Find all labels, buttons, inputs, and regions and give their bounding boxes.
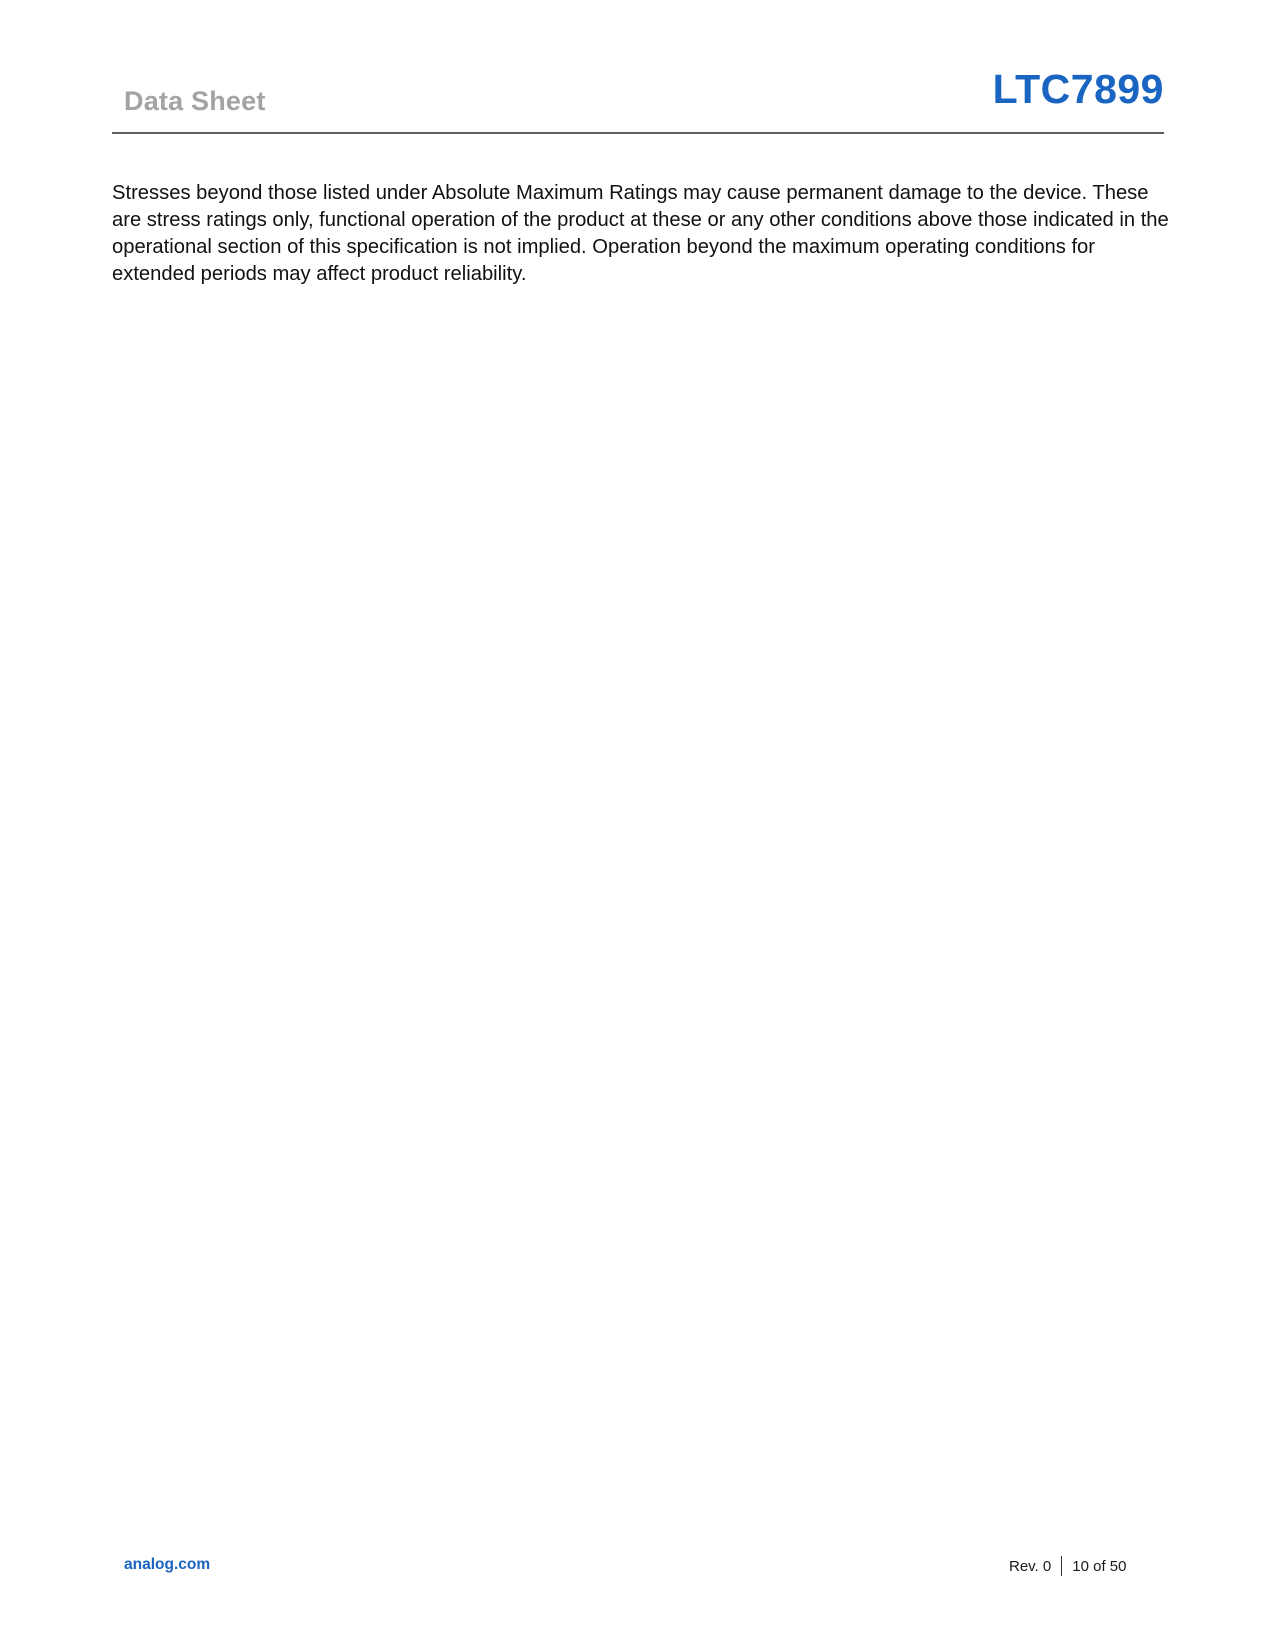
page-footer-info — [1009, 1556, 1126, 1576]
footer-divider — [1061, 1556, 1062, 1576]
website-link[interactable]: analog.com — [124, 1556, 211, 1573]
document-type-label: Data Sheet — [124, 86, 266, 116]
part-number-title: LTC7899 — [992, 66, 1164, 112]
revision-label: Rev. 0 — [1009, 1557, 1052, 1575]
absolute-max-ratings-note: Stresses beyond those listed under Absolute Maximum Ratings may cause permanent damage to the device. These are stress ratings only, functional operation of the product at these or any other conditions above those indicated in the operational section of this specification is not implied. Operation beyond the maximum operating conditions for extended periods may affect product reliability. — [112, 182, 1169, 285]
page-header — [112, 0, 1164, 134]
page-number: 10 of 50 — [1072, 1557, 1127, 1575]
